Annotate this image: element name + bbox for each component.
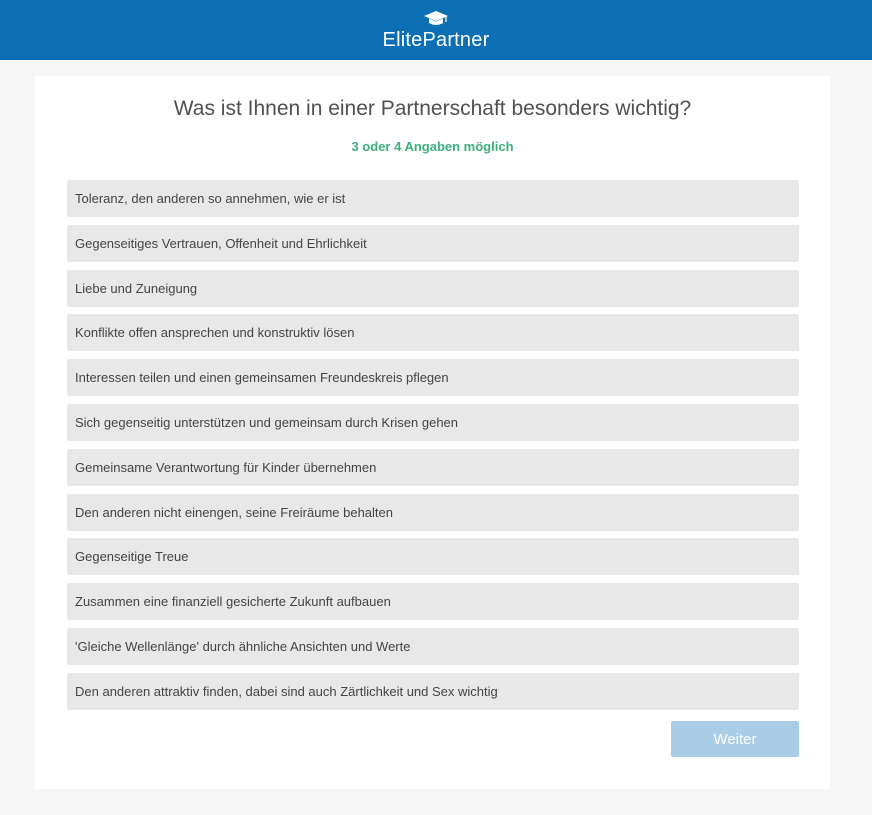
option-label: 'Gleiche Wellenlänge' durch ähnliche Ansichten und Werte [75,638,411,654]
next-button[interactable]: Weiter [671,721,799,757]
graduation-cap-icon [423,10,449,28]
option-item[interactable] [67,270,799,307]
option-label: Toleranz, den anderen so annehmen, wie er ist [75,191,346,206]
top-header [0,0,872,60]
option-label: Interessen teilen und einen gemeinsamen Freundeskreis pflegen [75,370,449,386]
option-label: Zusammen eine finanziell gesicherte Zukunft aufbauen [75,594,391,610]
option-item[interactable] [67,225,799,262]
question-title: Was ist Ihnen in einer Partnerschaft besonders wichtig? [173,97,692,120]
option-list [67,180,799,718]
option-item[interactable] [67,494,799,531]
option-item[interactable] [67,583,799,620]
option-label: Den anderen attraktiv finden, dabei sind auch Zärtlichkeit und Sex wichtig [75,683,498,699]
brand-name: ElitePartner [382,29,490,51]
option-label: Gemeinsame Verantwortung für Kinder übernehmen [75,459,377,475]
option-item[interactable] [67,628,799,665]
option-label: Gegenseitige Treue [75,549,189,565]
option-label: Sich gegenseitig unterstützen und gemeinsam durch Krisen gehen [75,414,459,430]
option-item[interactable] [67,359,799,396]
option-label: Konflikte offen ansprechen und konstruktiv lösen [75,325,355,341]
option-item[interactable] [67,538,799,575]
option-item[interactable] [67,404,799,441]
brand-logo[interactable] [0,8,872,52]
questionnaire-card [35,76,830,789]
option-item[interactable] [67,449,799,486]
option-item[interactable] [67,180,799,217]
selection-hint: 3 oder 4 Angaben möglich [351,139,514,154]
option-item[interactable] [67,673,799,710]
option-label: Liebe und Zuneigung [75,280,198,296]
option-label: Den anderen nicht einengen, seine Freiräume behalten [75,504,393,520]
option-item[interactable] [67,314,799,351]
option-label: Gegenseitiges Vertrauen, Offenheit und Ehrlichkeit [75,235,367,251]
